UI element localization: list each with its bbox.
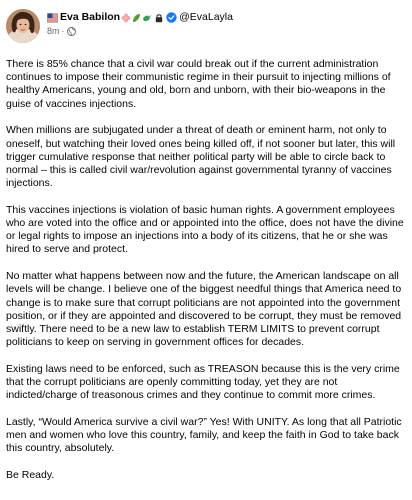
flag-icon <box>47 13 58 23</box>
author-avatar[interactable] <box>6 9 40 43</box>
post-time-line <box>47 25 233 37</box>
globe-icon <box>67 27 76 36</box>
lock-icon <box>155 13 163 23</box>
post-paragraph-4: No matter what happens between now and the future, the American landscape on all levels will be change. I believe one of the biggest needful things that America need to change is to make sure that corrupt politicians are not appointed into the government position, or if they are appointed and discovered to be corrupt, they must be removed swiftly. There need to be a new law to establish TERM LIMITS to prevent corrupt politicians to keep on serving in government offices for decades. <box>6 270 402 349</box>
flower-icon <box>121 13 131 23</box>
author-line <box>47 11 233 24</box>
meta-separator: · <box>61 26 65 36</box>
leaf-icon <box>132 13 141 23</box>
post-paragraph-1: There is 85% chance that a civil war could break out if the current administration continues to impose their communistic regime in their pursuit to injecting millions of healthy Americans, young and old, born and unborn, with their bio-weapons in the guise of vaccines injections. <box>6 58 391 110</box>
author-handle[interactable]: @EvaLayla <box>179 11 233 23</box>
post-meta <box>47 9 233 37</box>
post-paragraph-2: When millions are subjugated under a threat of death or eminent harm, not only to oneself, but watching their loved ones being killed off, if not sooner but later, this will trigger cumulative response that neither political party will be able to circle back to normal – this is called civil war/revolution against governmental tyranny of vaccines injections. <box>6 124 396 190</box>
post-header <box>6 9 406 47</box>
post-paragraph-6: Lastly, “Would America survive a civil war?” Yes! With UNITY. As long that all Patriotic men and women who love this country, family, and keep the faith in God to take back this country, absolutely. <box>6 415 402 455</box>
post-paragraph-3: This vaccines injections is violation of basic human rights. A government employees who are voted into the office and or appointed into the office, does not have the divine or legal rights to impose an injections into a body of its citizens, that he or she was hired to serve and protect. <box>6 203 404 256</box>
bird-icon <box>142 13 152 23</box>
post-timestamp[interactable]: 8m <box>47 26 60 36</box>
author-name[interactable]: Eva Babilon <box>60 11 121 23</box>
post-body <box>6 58 406 482</box>
post-paragraph-7: Be Ready. <box>6 469 55 482</box>
verified-badge-icon <box>166 12 177 23</box>
post-paragraph-5: Existing laws need to be enforced, such as TREASON because this is the very crime that the corrupt politicians are openly committing today, yet they are not indicted/charge of treasonous crimes and they continue to commit more crimes. <box>6 362 400 402</box>
